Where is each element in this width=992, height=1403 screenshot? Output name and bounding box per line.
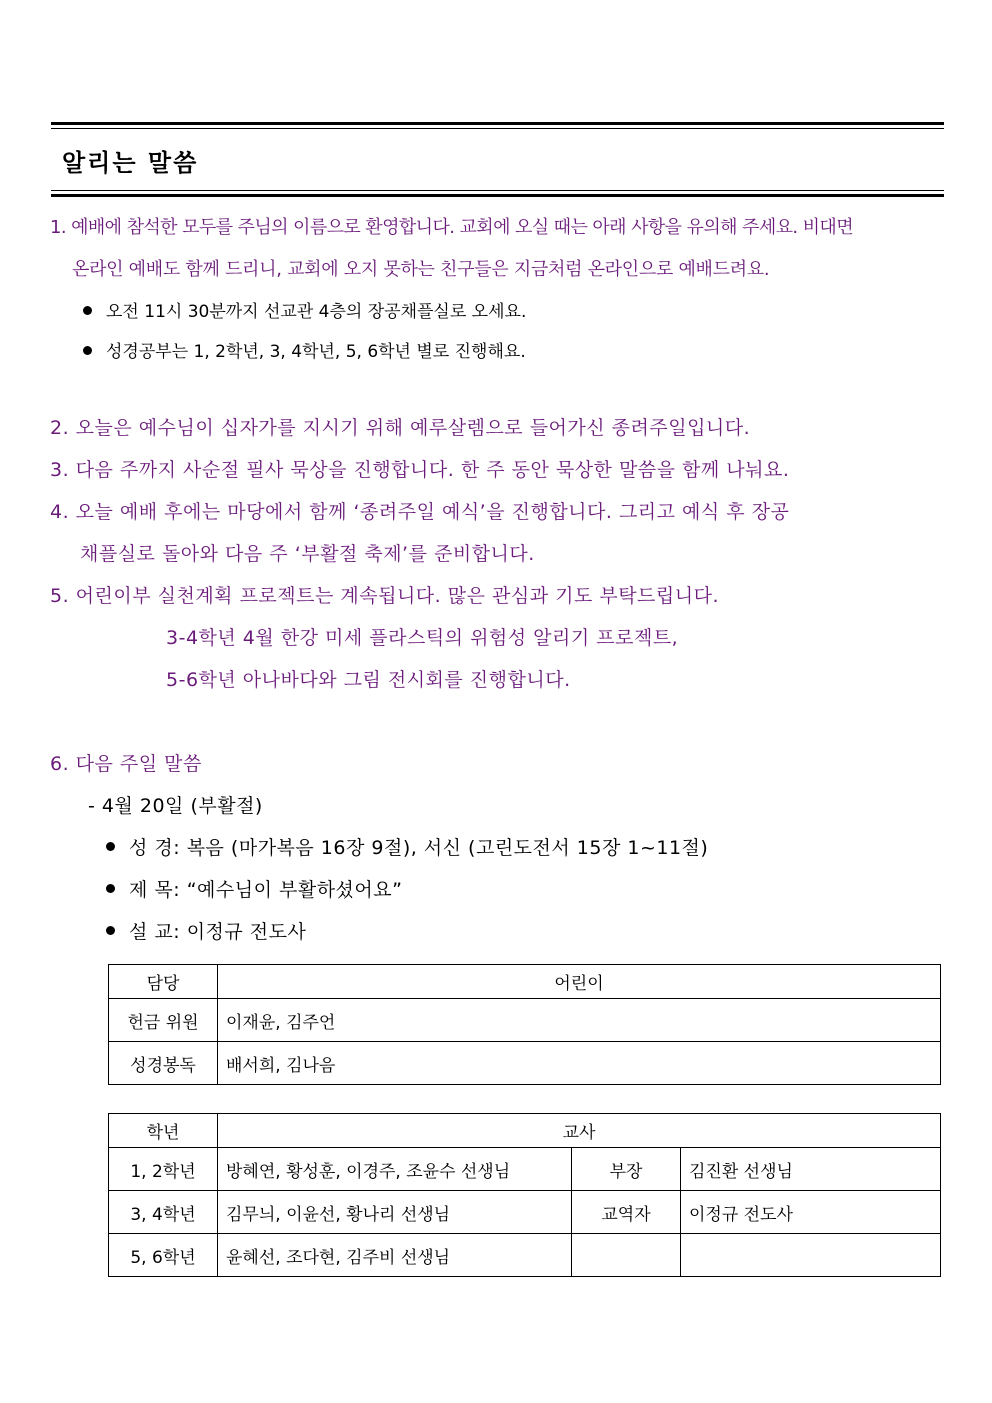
bullet-dot-icon <box>106 842 115 851</box>
table-cell: 1, 2학년 <box>109 1148 218 1191</box>
notice-4-line-2: 채플실로 돌아와 다음 주 ‘부활절 축제’를 준비합니다. <box>80 543 535 565</box>
next-sunday-bullet-2: 제 목: “예수님이 부활하셨어요” <box>106 875 402 902</box>
bullet-dot-icon <box>83 346 92 355</box>
notice-5-line-1: 5. 어린이부 실천계획 프로젝트는 계속됩니다. 많은 관심과 기도 부탁드립니다. <box>50 585 719 607</box>
notice-1-line-1: 1. 예배에 참석한 모두를 주님의 이름으로 환영합니다. 교회에 오실 때는 아래 사항을 유의해 주세요. 비대면 <box>50 217 854 238</box>
top-rule-thin <box>51 128 944 129</box>
notice-5-line-3: 5-6학년 아나바다와 그림 전시회를 진행합니다. <box>166 669 571 691</box>
notice-1-bullet-1: 오전 11시 30분까지 선교관 4층의 장공채플실로 오세요. <box>83 297 526 322</box>
table-row <box>109 1042 941 1085</box>
next-sunday-date: - 4월 20일 (부활절) <box>88 795 263 817</box>
table-cell: 이정규 전도사 <box>681 1191 941 1234</box>
table-cell: 배서희, 김나음 <box>218 1042 941 1085</box>
next-sunday-bullet-3: 설 교: 이정규 전도사 <box>106 917 306 944</box>
notice-1-bullet-2: 성경공부는 1, 2학년, 3, 4학년, 5, 6학년 별로 진행해요. <box>83 337 526 362</box>
table-cell: 윤혜선, 조다현, 김주비 선생님 <box>218 1234 572 1277</box>
table-cell <box>681 1234 941 1277</box>
table-row <box>109 1191 941 1234</box>
table-cell: 5, 6학년 <box>109 1234 218 1277</box>
table-header-cell: 학년 <box>109 1114 218 1148</box>
teachers-table <box>108 1113 941 1277</box>
table-cell: 김진환 선생님 <box>681 1148 941 1191</box>
table-header-row <box>109 965 941 999</box>
bullet-dot-icon <box>106 884 115 893</box>
table-cell: 방혜연, 황성훈, 이경주, 조윤수 선생님 <box>218 1148 572 1191</box>
table-header-cell: 교사 <box>218 1114 941 1148</box>
table-cell: 헌금 위원 <box>109 999 218 1042</box>
table-row <box>109 999 941 1042</box>
bullet-dot-icon <box>106 926 115 935</box>
table-cell: 교역자 <box>572 1191 681 1234</box>
children-duty-table <box>108 964 941 1085</box>
notice-3: 3. 다음 주까지 사순절 필사 묵상을 진행합니다. 한 주 동안 묵상한 말씀을 함께 나눠요. <box>50 459 790 481</box>
table-cell: 이재윤, 김주언 <box>218 999 941 1042</box>
table-row <box>109 1148 941 1191</box>
table-cell: 성경봉독 <box>109 1042 218 1085</box>
notice-2: 2. 오늘은 예수님이 십자가를 지시기 위해 예루살렘으로 들어가신 종려주일입니다. <box>50 417 751 439</box>
notice-1-line-2: 온라인 예배도 함께 드리니, 교회에 오지 못하는 친구들은 지금처럼 온라인으로 예배드려요. <box>72 259 770 280</box>
notice-4-line-1: 4. 오늘 예배 후에는 마당에서 함께 ‘종려주일 예식’을 진행합니다. 그리고 예식 후 장공 <box>50 501 790 523</box>
next-sunday-bullet-1: 성 경: 복음 (마가복음 16장 9절), 서신 (고린도전서 15장 1~11절) <box>106 833 708 860</box>
title-rule-thick <box>51 194 944 197</box>
table-header-row <box>109 1114 941 1148</box>
table-cell: 김무늬, 이윤선, 황나리 선생님 <box>218 1191 572 1234</box>
top-rule-thick <box>51 122 944 125</box>
bullet-dot-icon <box>83 306 92 315</box>
notice-5-line-2: 3-4학년 4월 한강 미세 플라스틱의 위험성 알리기 프로젝트, <box>166 627 679 649</box>
table-cell <box>572 1234 681 1277</box>
notice-6-heading: 6. 다음 주일 말씀 <box>50 753 202 775</box>
table-cell: 3, 4학년 <box>109 1191 218 1234</box>
table-row <box>109 1234 941 1277</box>
table-cell: 부장 <box>572 1148 681 1191</box>
table-header-cell: 담당 <box>109 965 218 999</box>
title-rule-thin <box>51 190 944 191</box>
table-header-cell: 어린이 <box>218 965 941 999</box>
page-title: 알리는 말씀 <box>62 149 199 177</box>
